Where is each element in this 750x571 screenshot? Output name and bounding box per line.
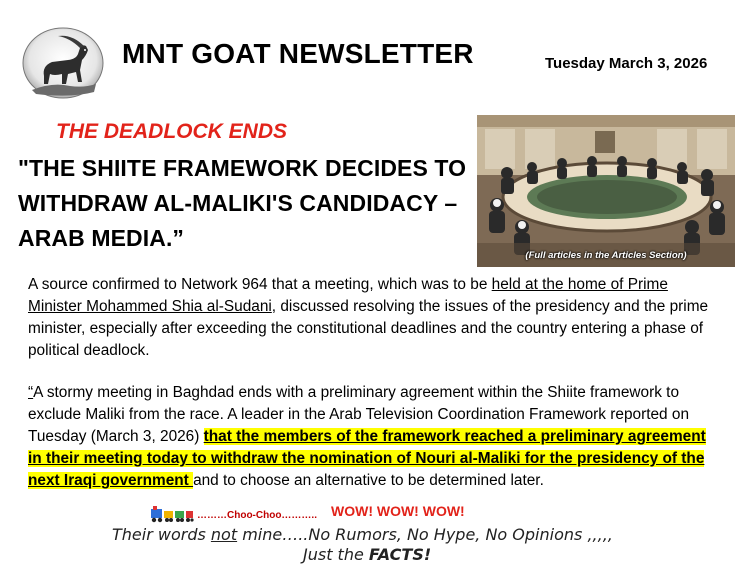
p1-text-b: , discussed resolving the issues of the presidency and the prime minister, especially after exceeding the constitutional deadlines and the country entering a phase of political deadlock. xyxy=(28,298,709,359)
meeting-photo xyxy=(477,115,735,267)
p1-underlined-text: held at the home of Prime Minister Mohammed Shia al-Sudani xyxy=(28,276,668,315)
newsletter-title: MNT GOAT NEWSLETTER xyxy=(122,38,474,69)
p2-text-b: and to choose an alternative to be determined later. xyxy=(193,472,544,489)
p2-text-a: A stormy meeting in Baghdad ends with a preliminary agreement within the Shiite framework to exclude Maliki from the race. A leader in the Arab Television Coordination Framework reported on Tuesday (March 3, 2026) xyxy=(28,384,689,445)
tagline-line-1 xyxy=(112,525,652,544)
article-paragraph-2 xyxy=(28,382,718,492)
p1-text-a: A source confirmed to Network 964 that a meeting, which was to be xyxy=(28,276,492,293)
tagline1-a: Their words xyxy=(112,525,211,544)
wow-text: WOW! WOW! WOW! xyxy=(331,503,465,519)
toy-train-icon xyxy=(150,506,194,523)
meeting-room-image xyxy=(477,115,735,267)
article-kicker: THE DEADLOCK ENDS xyxy=(56,120,288,143)
tagline1-not: not xyxy=(210,525,238,544)
photo-caption: (Full articles in the Articles Section) xyxy=(525,250,687,261)
tagline1-b: mine…..No Rumors, No Hype, No Opinions ,,,,, xyxy=(237,525,613,544)
tagline2-facts: FACTS! xyxy=(368,545,432,564)
choo-choo-text: ………Choo-Choo……….. xyxy=(197,510,317,521)
p2-highlighted-text: that the members of the framework reached a preliminary agreement in their meeting today to withdraw the nomination of Nouri al-Maliki for the presidency of the next Iraqi government xyxy=(28,428,706,489)
tagline-line-2 xyxy=(303,545,431,564)
tagline2-a: Just the xyxy=(303,545,369,564)
issue-date: Tuesday March 3, 2026 xyxy=(545,55,708,72)
goat-logo-icon xyxy=(22,26,104,100)
article-headline: "THE SHIITE FRAMEWORK DECIDES TO WITHDRAW AL-MALIKI'S CANDIDACY – ARAB MEDIA.” xyxy=(18,155,467,251)
article-paragraph-1 xyxy=(28,274,718,362)
p2-quote-mark: “ xyxy=(28,384,34,401)
